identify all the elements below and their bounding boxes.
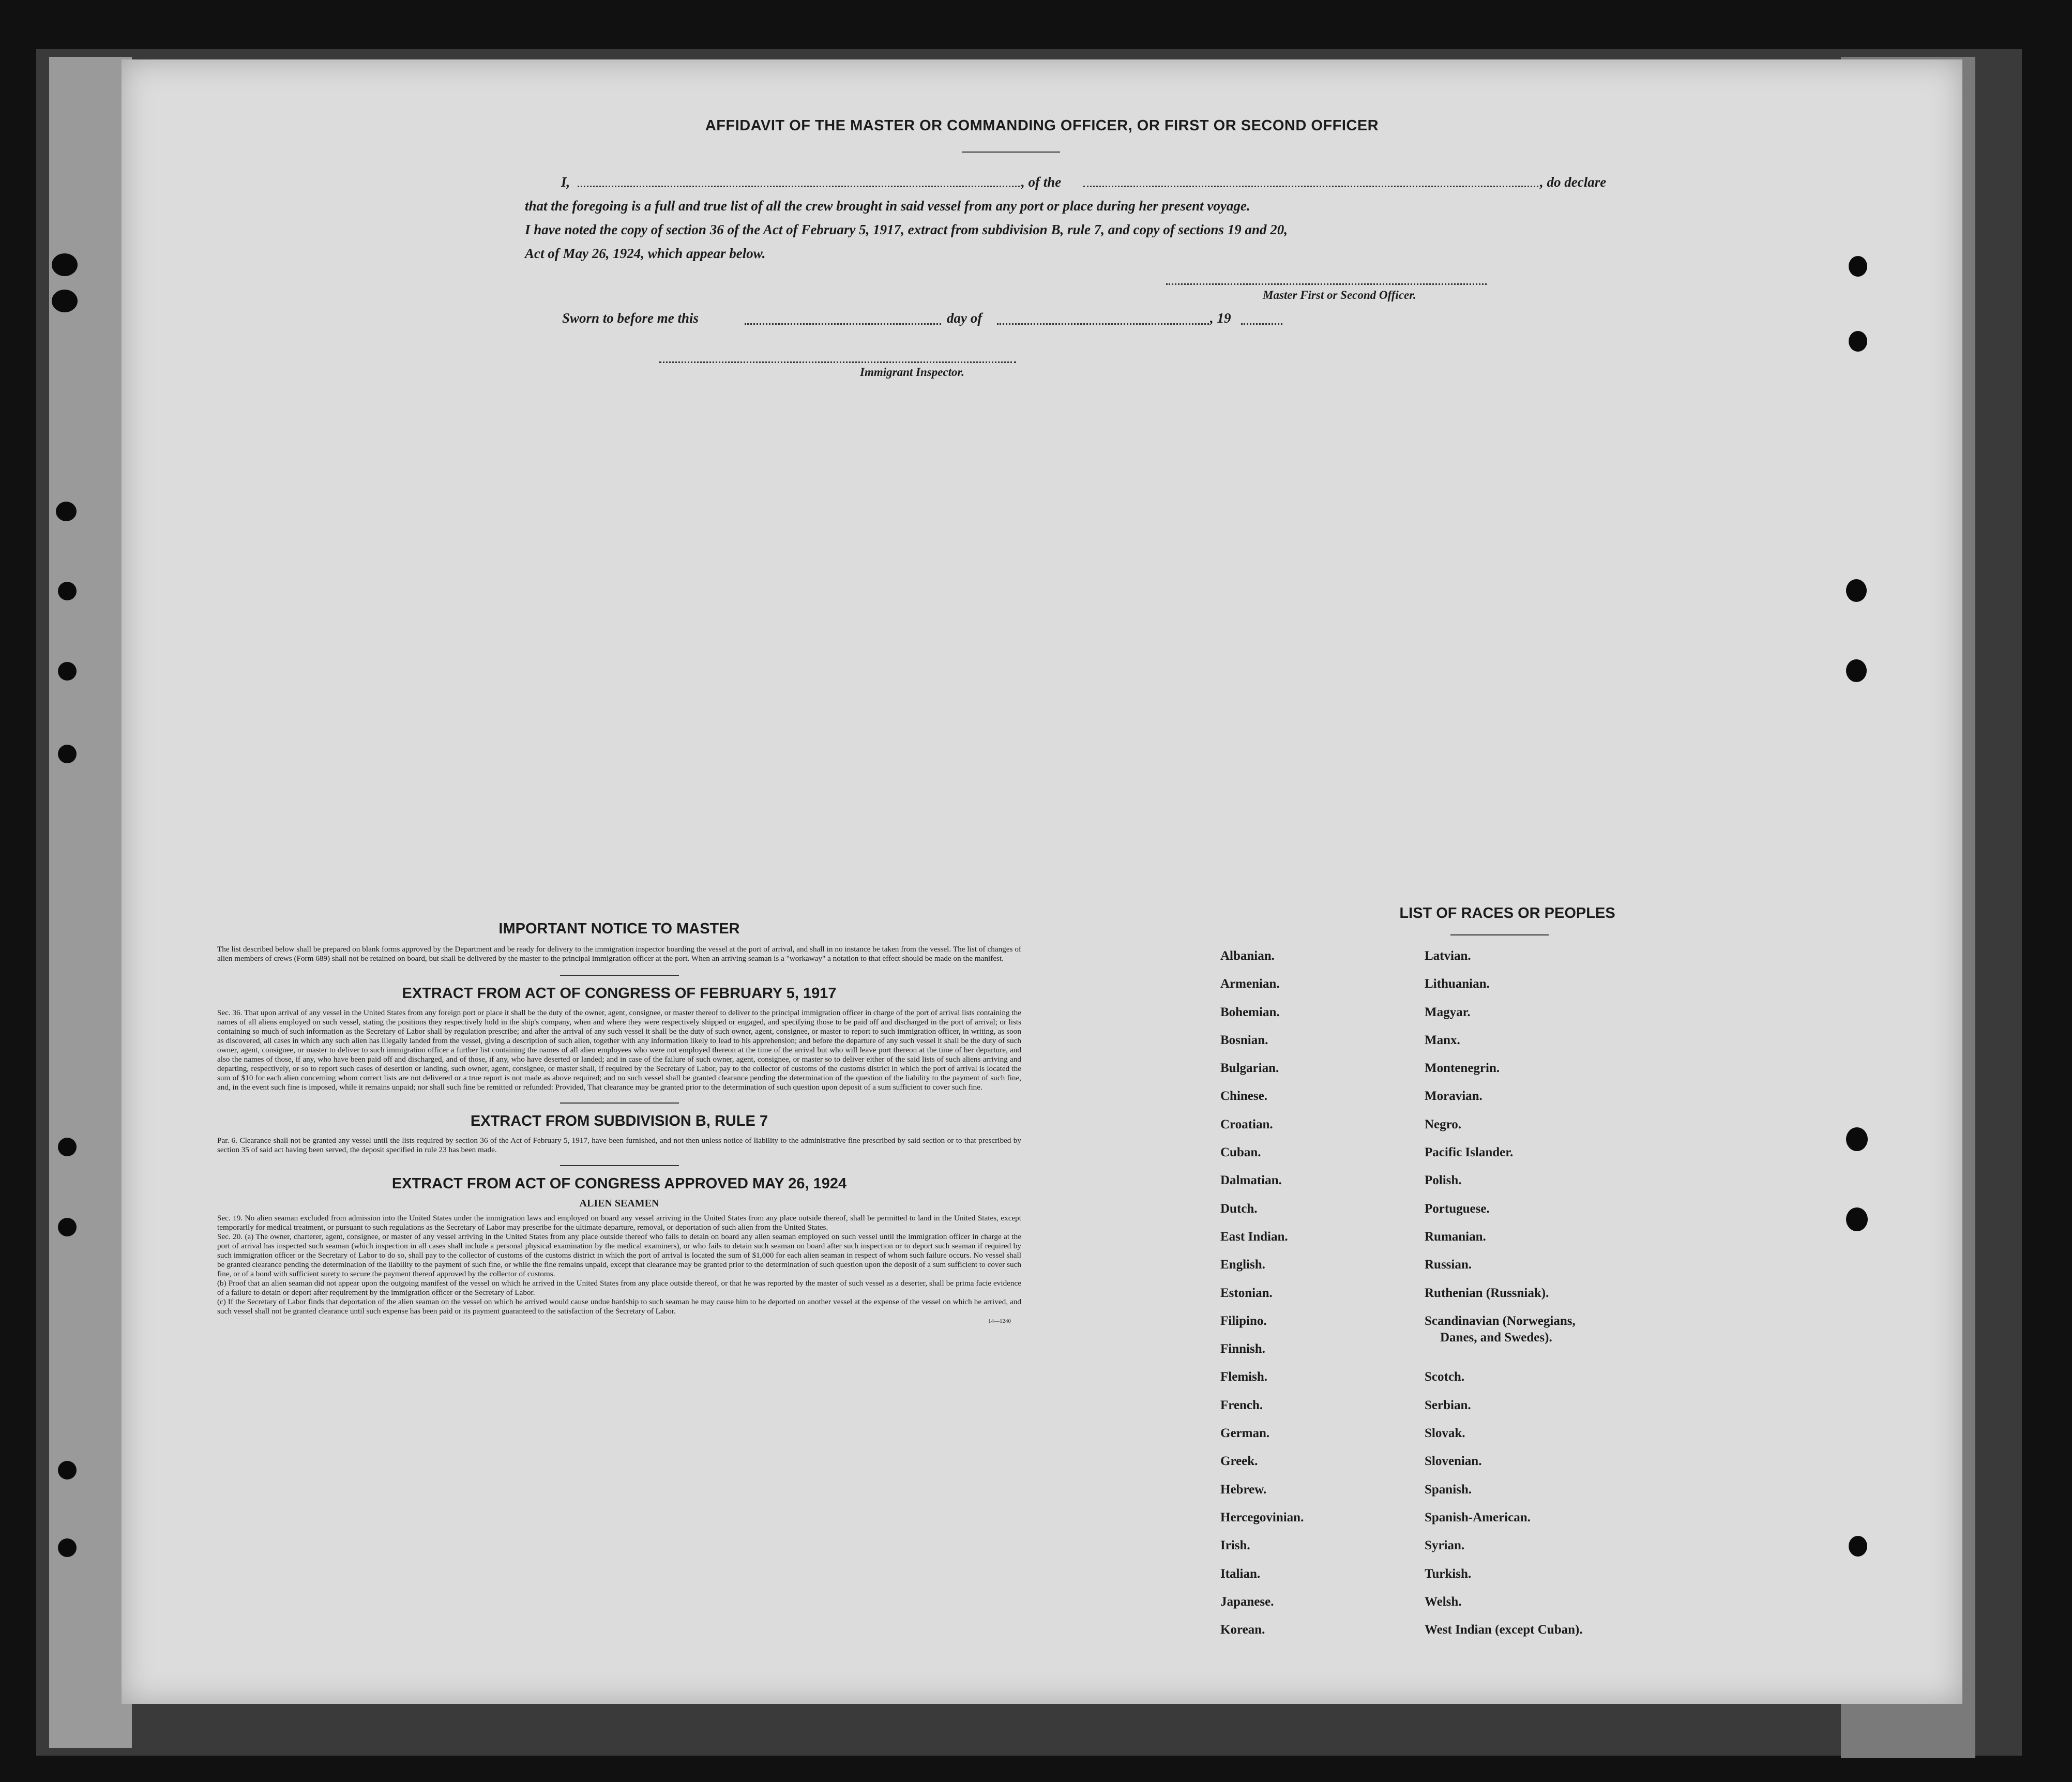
divider — [560, 975, 679, 976]
affidavit-line-2: that the foregoing is a full and true list of all the crew brought in said vessel from any port or place during her present voyage. — [525, 198, 1250, 214]
binder-hole — [58, 1218, 77, 1236]
rule-7-body: Par. 6. Clearance shall not be granted any vessel until the lists required by section 36 of the Act of February 5, 1917, have been furnished, and not then unless notice of liability to the administrative fine prescribed by said section or to that prescribed by section 35 of said act having been served, the deposit specified in rule 23 has been made. — [217, 1136, 1021, 1154]
races-column-1 — [1220, 949, 1304, 1651]
sec-19-text: Sec. 19. No alien seaman excluded from admission into the United States under the immigration laws and employed on board any vessel arriving in the United States from any place outside thereof, shall be permitted to land in the United States, except temporarily for medical treatment, or pursuant to such regulations as the Secretary of Labor may prescribe for the ultimate departure, removal, or deportation of such alien from the United States. — [217, 1214, 1021, 1232]
divider — [560, 1103, 679, 1104]
race-item: Dutch. — [1220, 1201, 1258, 1216]
race-item: German. — [1220, 1426, 1270, 1441]
vessel-blank — [1083, 186, 1538, 187]
race-item: Syrian. — [1425, 1538, 1465, 1553]
race-item: Filipino. — [1220, 1313, 1267, 1328]
race-item: Italian. — [1220, 1566, 1261, 1581]
affidavit-do-declare: , do declare — [1540, 174, 1607, 190]
race-item: Turkish. — [1425, 1566, 1472, 1581]
race-item: Spanish-American. — [1425, 1510, 1531, 1524]
binder-hole — [58, 1538, 77, 1557]
race-item: Spanish. — [1425, 1482, 1472, 1497]
alien-seamen-subtitle: ALIEN SEAMEN — [579, 1198, 659, 1209]
race-item: Manx. — [1425, 1033, 1460, 1047]
race-item: Bulgarian. — [1220, 1061, 1279, 1076]
race-item: Slovak. — [1425, 1426, 1465, 1441]
binder-hole — [58, 662, 77, 681]
race-item: Welsh. — [1425, 1594, 1462, 1609]
binder-hole — [58, 582, 77, 600]
race-item: Pacific Islander. — [1425, 1145, 1514, 1160]
race-item: Latvian. — [1425, 949, 1471, 963]
affidavit-of-the: , of the — [1021, 174, 1062, 190]
binder-hole — [52, 253, 78, 276]
divider — [560, 1165, 679, 1166]
race-item: Lithuanian. — [1425, 977, 1490, 991]
race-item: Korean. — [1220, 1623, 1265, 1637]
race-item: Hebrew. — [1220, 1482, 1267, 1497]
race-item: East Indian. — [1220, 1229, 1288, 1244]
race-item: Croatian. — [1220, 1117, 1273, 1131]
binder-hole — [1849, 256, 1867, 277]
inspector-caption: Immigrant Inspector. — [860, 366, 964, 379]
race-item: Danes, and Swedes). — [1440, 1330, 1552, 1345]
binder-hole — [1849, 331, 1867, 352]
race-item: Greek. — [1220, 1454, 1258, 1469]
race-item: Dalmatian. — [1220, 1173, 1282, 1188]
binder-hole — [1846, 1127, 1868, 1151]
race-item: Montenegrin. — [1425, 1061, 1500, 1076]
race-item: Serbian. — [1425, 1398, 1471, 1412]
form-number: 14—1240 — [988, 1318, 1011, 1324]
race-item: Russian. — [1425, 1258, 1472, 1272]
race-item: Hercegovinian. — [1220, 1510, 1304, 1524]
race-item: English. — [1220, 1258, 1265, 1272]
divider — [962, 152, 1060, 153]
sworn-text: Sworn to before me this — [562, 310, 699, 326]
inspector-signature-blank — [659, 361, 1016, 363]
rule-7-title: EXTRACT FROM SUBDIVISION B, RULE 7 — [470, 1113, 768, 1129]
races-column-2 — [1425, 949, 1583, 1651]
affidavit-line-4: Act of May 26, 1924, which appear below. — [525, 246, 766, 261]
race-item: French. — [1220, 1398, 1263, 1412]
extract-1917-title: EXTRACT FROM ACT OF CONGRESS OF FEBRUARY 5, 1917 — [402, 985, 837, 1002]
race-item: Portuguese. — [1425, 1201, 1490, 1216]
month-blank — [997, 323, 1209, 325]
race-item: Finnish. — [1220, 1342, 1265, 1356]
race-item: West Indian (except Cuban). — [1425, 1623, 1583, 1637]
race-item: Bosnian. — [1220, 1033, 1268, 1047]
binder-hole — [58, 1138, 77, 1156]
race-item: Ruthenian (Russniak). — [1425, 1286, 1549, 1300]
binder-hole — [1846, 659, 1867, 682]
affidavit-line-3: I have noted the copy of section 36 of the Act of February 5, 1917, extract from subdivision B, rule 7, and copy of sections 19 and 20, — [525, 222, 1288, 237]
day-blank — [745, 323, 941, 325]
legal-column — [217, 920, 1021, 1324]
binder-hole — [1846, 1207, 1868, 1231]
race-item: Rumanian. — [1425, 1229, 1486, 1244]
notice-title: IMPORTANT NOTICE TO MASTER — [498, 920, 740, 937]
race-item: Flemish. — [1220, 1370, 1267, 1384]
race-item: Japanese. — [1220, 1594, 1274, 1609]
master-signature-blank — [1166, 283, 1487, 285]
day-of-text: day of — [947, 310, 982, 326]
race-item: Estonian. — [1220, 1286, 1273, 1300]
sec-20c-text: (c) If the Secretary of Labor finds that deportation of the alien seaman on the vessel on which he arrived would cause undue hardship to such seaman he may cause him to be deported on another vessel at the expense of the vessel on which he arrived, and such vessel shall not be granted clearance until such expense has been paid or its payment guaranteed to the satisfaction of the Secretary of Labor. — [217, 1297, 1021, 1316]
extract-1917-body: Sec. 36. That upon arrival of any vessel in the United States from any foreign port or place it shall be the duty of the owner, agent, consignee, or master thereof to deliver to the principal immigration officer in charge of the port of arrival lists containing the names of all aliens employed on such vessel, stating the positions they respectively hold in the ship's company, when and where they were respectively shipped or engaged, and specifying those to be paid off and discharged in the port of arrival; or lists containing so much of such information as the Secretary of Labor shall by regulation prescribe; and after the arrival of any such vessel it shall be the duty of such owner, agent, consignee, or master to report to such immigration officer, in writing, as soon as discovered, all cases in which any such alien has illegally landed from the vessel, giving a description of such alien, together with any information likely to lead to his apprehension; and before the departure of any such vessel it shall be the duty of such owner, agent, consignee, or master to deliver to such immigration officer a further list containing the names of all alien employees who were not employed thereon at the time of the arrival but who will leave port thereon at the time of her departure, and also the names of those, if any, who have been paid off and discharged, and of those, if any, who have deserted or landed; and in case of the failure of such owner, agent, consignee, or master so to deliver either of the said lists of such aliens arriving and departing, respectively, or so to report such cases of desertion or landing, such owner, agent, consignee, or master shall, if required by the Secretary of Labor, pay to the collector of customs of the customs district in which the port of arrival is located the sum of $10 for each alien concerning whom correct lists are not delivered or a true report is not made as above required; and no such vessel shall be granted clearance pending the determination of the question of the liability to the payment of such fine, and, in the event such fine is imposed, while it remains unpaid; nor shall such fine be remitted or refunded: Provided, That clearance may be granted prior to the determination of such question upon deposit of a sum sufficient to cover such fine. — [217, 1008, 1021, 1092]
race-item: Slovenian. — [1425, 1454, 1482, 1469]
race-item: Irish. — [1220, 1538, 1250, 1553]
race-item: Bohemian. — [1220, 1005, 1280, 1019]
race-item: Polish. — [1425, 1173, 1462, 1188]
race-item: Cuban. — [1220, 1145, 1261, 1160]
sec-20a-text: Sec. 20. (a) The owner, charterer, agent, consignee, or master of any vessel arriving in the United States from any place outside thereof who fails to detain on board any alien seaman employed on such vessel until the immigration officer in charge at the port of arrival has inspected such seaman (which inspection in all cases shall include a personal physical examination by the medical examiners), or who fails to detain such seaman on board after such inspection or to deport such seaman if required by such immigration officer or the Secretary of Labor to do so, shall pay to the collector of customs of the customs district in which the port of arrival is located the sum of $1,000 for each alien seaman in respect of whom such failure occurs. No vessel shall be granted clearance pending the determination of the liability to the payment of such fine, or while the fine remains unpaid, except that clearance may be granted prior to the determination of such question upon the deposit of a sum sufficient to cover such fine, or of a bond with sufficient surety to secure the payment thereof approved by the collector of customs. — [217, 1232, 1021, 1278]
sec-20b-text: (b) Proof that an alien seaman did not appear upon the outgoing manifest of the vessel on which he arrived in the United States from any place outside thereof, or that he was reported by the master of such vessel as a deserter, shall be prima facie evidence of a failure to detain or deport after requirement by the immigration officer or the Secretary of Labor. — [217, 1279, 1021, 1297]
year-blank — [1241, 323, 1282, 325]
race-item: Negro. — [1425, 1117, 1462, 1131]
race-item: Chinese. — [1220, 1089, 1267, 1104]
year-text: , 19 — [1210, 310, 1231, 326]
binder-hole — [1846, 579, 1867, 602]
binder-hole — [58, 1461, 77, 1479]
binder-hole — [52, 290, 78, 312]
race-item: Scandinavian (Norwegians, — [1425, 1313, 1576, 1328]
master-caption: Master First or Second Officer. — [1263, 289, 1416, 301]
affidavit-i: I, — [561, 174, 570, 190]
race-item: Moravian. — [1425, 1089, 1483, 1104]
divider — [1450, 934, 1549, 935]
race-item: Armenian. — [1220, 977, 1280, 991]
race-item: Albanian. — [1220, 949, 1275, 963]
races-title: LIST OF RACES OR PEOPLES — [1399, 905, 1615, 922]
extract-1924-title: EXTRACT FROM ACT OF CONGRESS APPROVED MAY 26, 1924 — [391, 1175, 847, 1192]
affidavit-title: AFFIDAVIT OF THE MASTER OR COMMANDING OFFICER, OR FIRST OR SECOND OFFICER — [705, 117, 1379, 134]
binder-hole — [56, 502, 77, 521]
binder-hole — [58, 745, 77, 763]
notice-body: The list described below shall be prepared on blank forms approved by the Department and be ready for delivery to the immigration inspector boarding the vessel at the port of arrival, and shall in no instance be taken from the vessel. The list of changes of alien members of crews (Form 689) shall not be retained on board, but shall be delivered by the master to the principal immigration officer at the port. When an arriving seaman is a "workaway" a notation to that effect should be made on the manifest. — [217, 945, 1021, 963]
binder-hole — [1849, 1536, 1867, 1557]
race-item: Magyar. — [1425, 1005, 1471, 1019]
race-item: Scotch. — [1425, 1370, 1465, 1384]
document-page — [122, 59, 1962, 1704]
name-blank — [578, 186, 1020, 187]
